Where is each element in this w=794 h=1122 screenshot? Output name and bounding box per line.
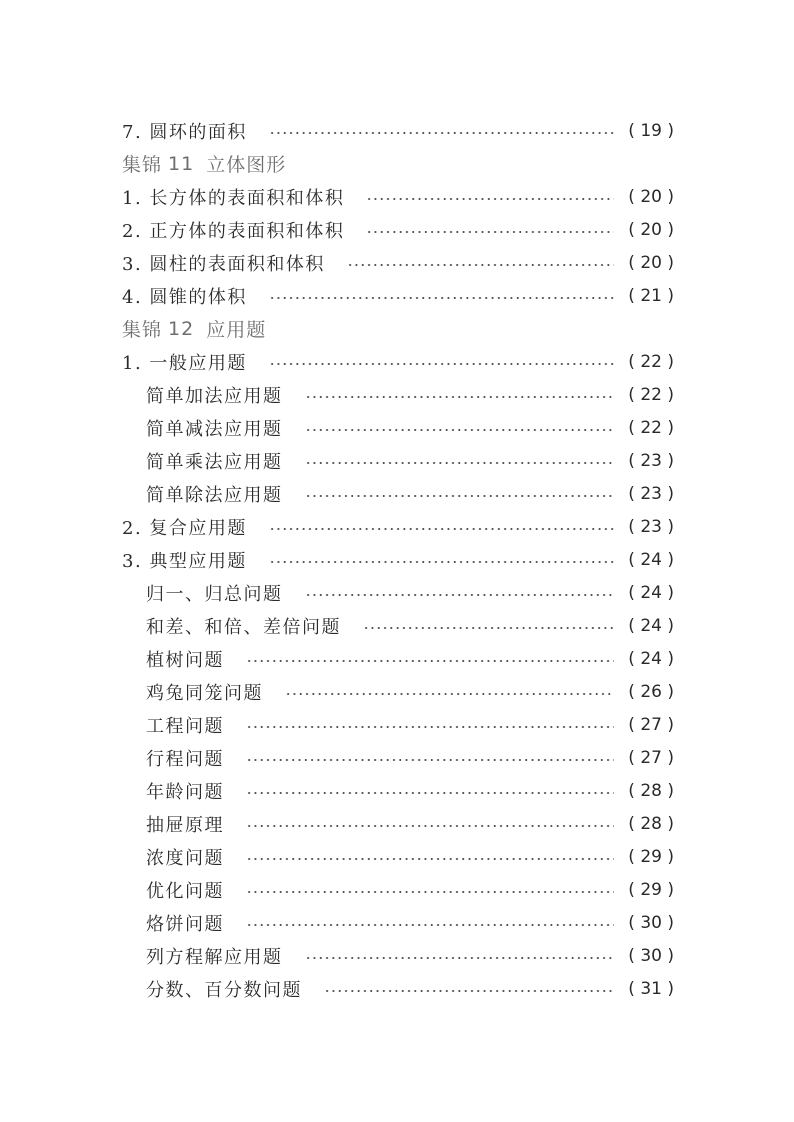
section-heading bbox=[122, 312, 266, 345]
toc-entry[interactable] bbox=[146, 675, 674, 708]
toc-entry-label: 简单除法应用题 bbox=[146, 484, 283, 506]
dot-leader bbox=[285, 693, 614, 695]
toc-entry-label: 2. 正方体的表面积和体积 bbox=[122, 220, 345, 242]
toc-entry-label: 7. 圆环的面积 bbox=[122, 121, 247, 143]
toc-entry[interactable] bbox=[122, 114, 674, 147]
toc-entry[interactable] bbox=[122, 345, 674, 378]
toc-entry-page: ( 22 ) bbox=[628, 351, 674, 372]
toc-entry[interactable] bbox=[146, 609, 674, 642]
toc-entry[interactable] bbox=[146, 708, 674, 741]
toc-entry[interactable] bbox=[146, 741, 674, 774]
section-number: 12 bbox=[168, 317, 195, 340]
toc-entry[interactable] bbox=[146, 840, 674, 873]
toc-entry-label: 简单减法应用题 bbox=[146, 418, 283, 440]
toc-entry-page: ( 20 ) bbox=[628, 219, 674, 240]
toc-entry-page: ( 22 ) bbox=[628, 384, 674, 405]
toc-entry[interactable] bbox=[146, 906, 674, 939]
dot-leader bbox=[269, 132, 614, 134]
section-title: 应用题 bbox=[206, 319, 267, 341]
toc-entry[interactable] bbox=[122, 510, 674, 543]
toc-entry[interactable] bbox=[146, 411, 674, 444]
section-number: 11 bbox=[168, 152, 195, 175]
toc-entry[interactable] bbox=[122, 279, 674, 312]
dot-leader bbox=[246, 924, 614, 926]
toc-entry-label: 3. 典型应用题 bbox=[122, 550, 247, 572]
toc-entry-page: ( 23 ) bbox=[628, 483, 674, 504]
toc-entry[interactable] bbox=[122, 246, 674, 279]
dot-leader bbox=[366, 198, 614, 200]
toc-entry-page: ( 23 ) bbox=[628, 450, 674, 471]
toc-entry-page: ( 29 ) bbox=[628, 879, 674, 900]
dot-leader bbox=[305, 957, 615, 959]
dot-leader bbox=[324, 990, 614, 992]
dot-leader bbox=[363, 627, 614, 629]
toc-entry-label: 和差、和倍、差倍问题 bbox=[146, 616, 341, 638]
toc-entry-label: 鸡兔同笼问题 bbox=[146, 682, 263, 704]
dot-leader bbox=[269, 561, 614, 563]
toc-entry-page: ( 27 ) bbox=[628, 747, 674, 768]
toc-entry[interactable] bbox=[146, 378, 674, 411]
dot-leader bbox=[269, 297, 614, 299]
toc-entry[interactable] bbox=[146, 873, 674, 906]
toc-entry-page: ( 21 ) bbox=[628, 285, 674, 306]
toc-entry[interactable] bbox=[122, 213, 674, 246]
toc-entry[interactable] bbox=[122, 543, 674, 576]
section-title: 立体图形 bbox=[206, 154, 287, 176]
toc-entry[interactable] bbox=[146, 444, 674, 477]
toc-entry[interactable] bbox=[122, 180, 674, 213]
toc-entry-page: ( 24 ) bbox=[628, 615, 674, 636]
toc-entry-label: 3. 圆柱的表面积和体积 bbox=[122, 253, 325, 275]
dot-leader bbox=[246, 759, 614, 761]
toc-entry-label: 1. 一般应用题 bbox=[122, 352, 247, 374]
toc-entry[interactable] bbox=[146, 807, 674, 840]
toc-entry-page: ( 29 ) bbox=[628, 846, 674, 867]
toc-entry-label: 抽屉原理 bbox=[146, 814, 224, 836]
toc-entry-page: ( 23 ) bbox=[628, 516, 674, 537]
toc-entry-label: 列方程解应用题 bbox=[146, 946, 283, 968]
toc-entry-page: ( 28 ) bbox=[628, 780, 674, 801]
toc-entry[interactable] bbox=[146, 576, 674, 609]
dot-leader bbox=[246, 726, 614, 728]
toc-entry-label: 浓度问题 bbox=[146, 847, 224, 869]
toc-entry-page: ( 26 ) bbox=[628, 681, 674, 702]
dot-leader bbox=[269, 528, 614, 530]
toc-entry-page: ( 24 ) bbox=[628, 582, 674, 603]
toc-entry-label: 简单乘法应用题 bbox=[146, 451, 283, 473]
toc-entry-page: ( 31 ) bbox=[628, 978, 674, 999]
toc-entry-label: 优化问题 bbox=[146, 880, 224, 902]
toc-entry-label: 2. 复合应用题 bbox=[122, 517, 247, 539]
toc-entry-label: 行程问题 bbox=[146, 748, 224, 770]
toc-entry-label: 工程问题 bbox=[146, 715, 224, 737]
toc-entry-page: ( 20 ) bbox=[628, 186, 674, 207]
section-word: 集锦 bbox=[122, 319, 163, 341]
toc-entry[interactable] bbox=[146, 939, 674, 972]
toc-entry-label: 烙饼问题 bbox=[146, 913, 224, 935]
toc-entry-label: 归一、归总问题 bbox=[146, 583, 283, 605]
dot-leader bbox=[305, 429, 615, 431]
toc-entry-page: ( 19 ) bbox=[628, 120, 674, 141]
toc-entry-label: 年龄问题 bbox=[146, 781, 224, 803]
toc-entry-page: ( 24 ) bbox=[628, 549, 674, 570]
toc-entry-page: ( 28 ) bbox=[628, 813, 674, 834]
toc-entry-label: 植树问题 bbox=[146, 649, 224, 671]
section-word: 集锦 bbox=[122, 154, 163, 176]
dot-leader bbox=[246, 660, 614, 662]
toc-entry-page: ( 30 ) bbox=[628, 912, 674, 933]
toc-entry-page: ( 27 ) bbox=[628, 714, 674, 735]
dot-leader bbox=[305, 594, 615, 596]
toc-entry-label: 简单加法应用题 bbox=[146, 385, 283, 407]
dot-leader bbox=[305, 462, 615, 464]
toc-entry-page: ( 24 ) bbox=[628, 648, 674, 669]
toc-entry[interactable] bbox=[146, 774, 674, 807]
dot-leader bbox=[347, 264, 614, 266]
toc-entry-label: 4. 圆锥的体积 bbox=[122, 286, 247, 308]
dot-leader bbox=[305, 495, 615, 497]
dot-leader bbox=[246, 891, 614, 893]
dot-leader bbox=[269, 363, 614, 365]
toc-entry-page: ( 22 ) bbox=[628, 417, 674, 438]
section-heading bbox=[122, 147, 286, 180]
toc-entry-label: 1. 长方体的表面积和体积 bbox=[122, 187, 345, 209]
dot-leader bbox=[366, 231, 614, 233]
dot-leader bbox=[246, 792, 614, 794]
toc-entry-page: ( 20 ) bbox=[628, 252, 674, 273]
toc-entry[interactable] bbox=[146, 477, 674, 510]
toc-entry-page: ( 30 ) bbox=[628, 945, 674, 966]
dot-leader bbox=[305, 396, 615, 398]
dot-leader bbox=[246, 825, 614, 827]
toc-entry-label: 分数、百分数问题 bbox=[146, 979, 302, 1001]
toc-entry[interactable] bbox=[146, 642, 674, 675]
dot-leader bbox=[246, 858, 614, 860]
toc-entry[interactable] bbox=[146, 972, 674, 1005]
